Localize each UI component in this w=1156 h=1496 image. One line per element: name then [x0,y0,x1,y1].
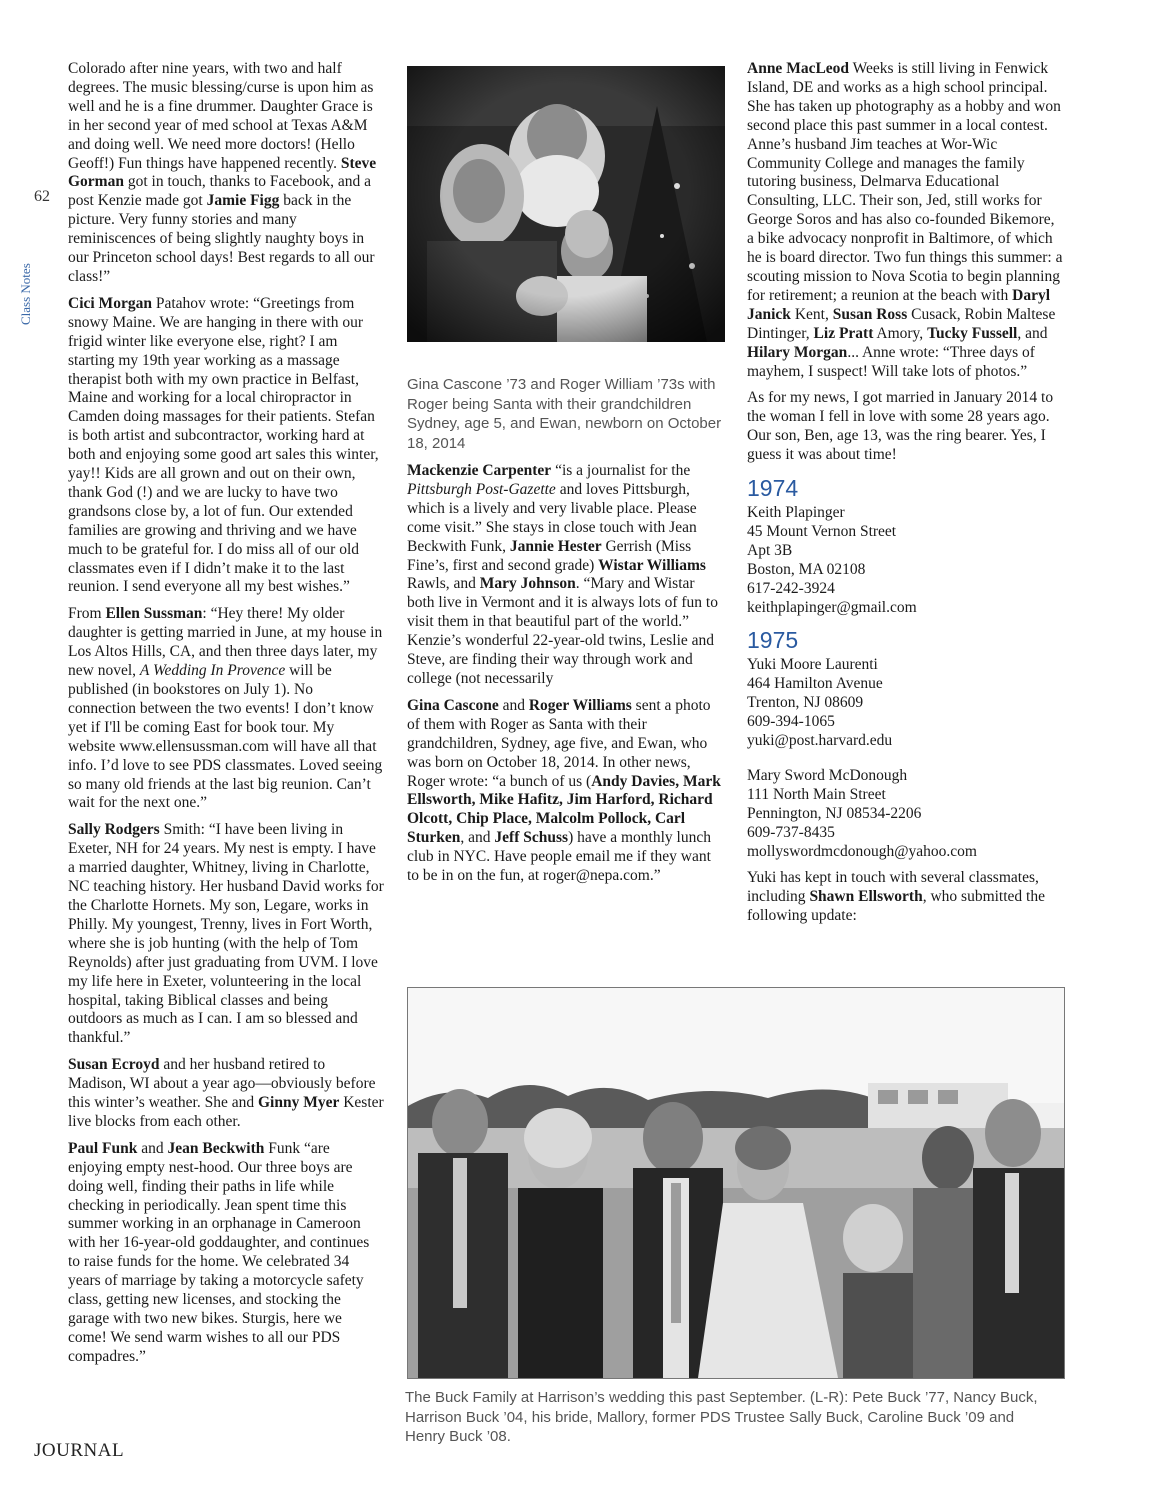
note-paragraph: Anne MacLeod Weeks is still living in Fenwick Island, DE and works as a high school principal. She has taken up photography as a hobby and won second place this past summer in a local contest. Anne’s husband Jim teaches at Wor-Wic Community College and manages the family tutoring business, Delmarva Educational Consulting, LLC. Their son, Jed, still works for George Soros and has also co-founded Bikemore, a bike advocacy nonprofit in Baltimore, of which he is board director. Two fun things this summer: a scouting mission to Nova Scotia to begin planning for retirement; a reunion at the beach with Daryl Janick Kent, Susan Ross Cusack, Robin Maltese Dintinger, Liz Pratt Amory, Tucky Fussell, and Hilary Morgan... Anne wrote: “Three days of mayhem, I suspect! Will take lots of photos.” [747,60,1063,380]
column-3 [747,60,1063,934]
column-2 [407,60,725,894]
note-paragraph: Gina Cascone and Roger Williams sent a photo of them with Roger as Santa with their grandchildren, Sydney, age five, and Ewan, who was born on October 18, 2014. In other news, Roger wrote: “a bunch of us (Andy Davies, Mark Ellsworth, Mike Hafitz, Jim Harford, Richard Olcott, Chip Place, Malcolm Pollock, Carl Sturken, and Jeff Schuss) have a monthly lunch club in NYC. Have people email me if they want to be in on the fun, at roger@nepa.com.” [407,696,721,885]
journal-footer: JOURNAL [34,1440,125,1461]
note-paragraph: Cici Morgan Patahov wrote: “Greetings from snowy Maine. We are hanging in there with our frigid winter like everyone else, right? I am starting my 19th year working as a massage therapist both with my own practice in Belfast, Maine and working for a local chiropractor in Camden doing massages for their patients. Stefan is both artist and subcontractor, working hard at both and enjoying some good art sales this winter, yay!! Kids are all grown and out on their own, thank God (!) and we are lucky to have two grandsons close by, a lot of fun. Our extended families are growing and thriving and we have much to be grateful for. I do miss all of our old classmates even if I didn’t make it to the last reunion. I send everyone all my best wishes.” [68,294,379,596]
photo-illustration [408,988,1064,1378]
section-label: Class Notes [18,263,33,325]
class-year-heading: 1975 [747,627,799,654]
note-paragraph: Mackenzie Carpenter “is a journalist for the Pittsburgh Post-Gazette and loves Pittsburgh, which is a lively and very livable place. Please come visit.” She stays in close touch with Jean Beckwith Funk, Jannie Hester Gerrish (Miss Fine’s, first and second grade) Wistar Williams Rawls, and Mary Johnson. “Mary and Wistar both live in Vermont and it is always lots of fun to visit them in that beautiful part of the world.” Kenzie’s wonderful 22-year-old twins, Leslie and Steve, are finding their way through work and college (not necessarily [407,462,718,687]
class-correspondent-address: Yuki Moore Laurenti 464 Hamilton Avenue Trenton, NJ 08609 609-394-1065 yuki@post.harvard.edu Mary Sword McDonough 111 North Main Street Pennington, NJ 08534-2206 609-737-8435 mollyswordmcdonough@yahoo.com [747,655,1063,861]
note-paragraph: From Ellen Sussman: “Hey there! My older daughter is getting married in June, at my house in Los Altos Hills, CA, and then three days later, my new novel, A Wedding In Provence will be published (in bookstores on July 1). No connection between the two events! I don’t know yet if I'll be coming East for book tour. My website www.ellensussman.com will have all that info. I’d love to see PDS classmates. Loved seeing so many old friends at the last big reunion. Can’t wait for the next one.” [68,605,383,812]
photo-caption: The Buck Family at Harrison’s wedding this past September. (L-R): Pete Buck ’77, Nancy Buck, Harrison Buck ’04, his bride, Mallory, former PDS Trustee Sally Buck, Caroline Buck ’09 and Henry Buck ’08. [405,1389,1038,1445]
email-address: keithplapinger@gmail.com [747,599,917,617]
wedding-group-photo [407,987,1065,1379]
note-paragraph: Sally Rodgers Smith: “I have been living in Exeter, NH for 24 years. My nest is empty. I have a married daughter, Whitney, living in Charlotte, NC teaching history. Her husband David works for the Charlotte Hornets. My son, Legare, works in Philly. My youngest, Trenny, lives in Fort Worth, where she is job hunting (with the help of Tom Reynolds) after just graduating from UVM. I love my life here in Exeter, volunteering in the local hospital, taking Biblical classes and being outdoors as much as I can. I am so blessed and thankful.” [68,821,384,1047]
photo-caption: Gina Cascone ’73 and Roger William ’73s with Roger being Santa with their grandchildren Sydney, age 5, and Ewan, newborn on October 18, 2014 [407,376,722,452]
page-number: 62 [34,188,50,205]
note-paragraph: Colorado after nine years, with two and half degrees. The music blessing/curse is upon him as well and he is a fine drummer. Daughter Grace is in her second year of med school at Texas A&M and doing well. We need more doctors! (Hello Geoff!) Fun things have happened recently. Steve Gorman got in touch, thanks to Facebook, and a post Kenzie made got Jamie Figg back in the picture. Very funny stories and many reminiscences of being slightly naughty boys in our Princeton school days! Best regards to all our class!” [68,60,377,285]
note-paragraph: Susan Ecroyd and her husband retired to Madison, WI about a year ago—obviously before this winter’s weather. She and Ginny Myer Kester live blocks from each other. [68,1056,384,1130]
email-address: yuki@post.harvard.edu [747,732,893,750]
note-paragraph: As for my news, I got married in January 2014 to the woman I fell in love with some 28 years ago. Our son, Ben, age 13, was the ring bearer. Yes, I guess it was about time! [747,389,1054,464]
email-address: mollyswordmcdonough@yahoo.com [747,843,977,861]
santa-family-photo [407,66,725,342]
photo-illustration [407,66,725,342]
note-paragraph: Yuki has kept in touch with several classmates, including Shawn Ellsworth, who submitted the following update: [747,869,1045,924]
note-paragraph: Paul Funk and Jean Beckwith Funk “are enjoying empty nest-hood. Our three boys are doing well, finding their paths in life while checking in periodically. Jean spent time this summer working in an orphanage in Cameroon with her 16-year-old goddaughter, and continues to raise funds for the home. We celebrated 34 years of marriage by taking a motorcycle safety class, getting new licenses, and stocking the garage with two new bikes. Sturgis, here we come! We send warm wishes to all our PDS compadres.” [68,1139,370,1365]
class-correspondent-address: Keith Plapinger 45 Mount Vernon Street Apt 3B Boston, MA 02108 617-242-3924 keithplapinger@gmail.com [747,503,1063,617]
class-year-heading: 1974 [747,475,799,502]
column-1 [68,60,384,1375]
